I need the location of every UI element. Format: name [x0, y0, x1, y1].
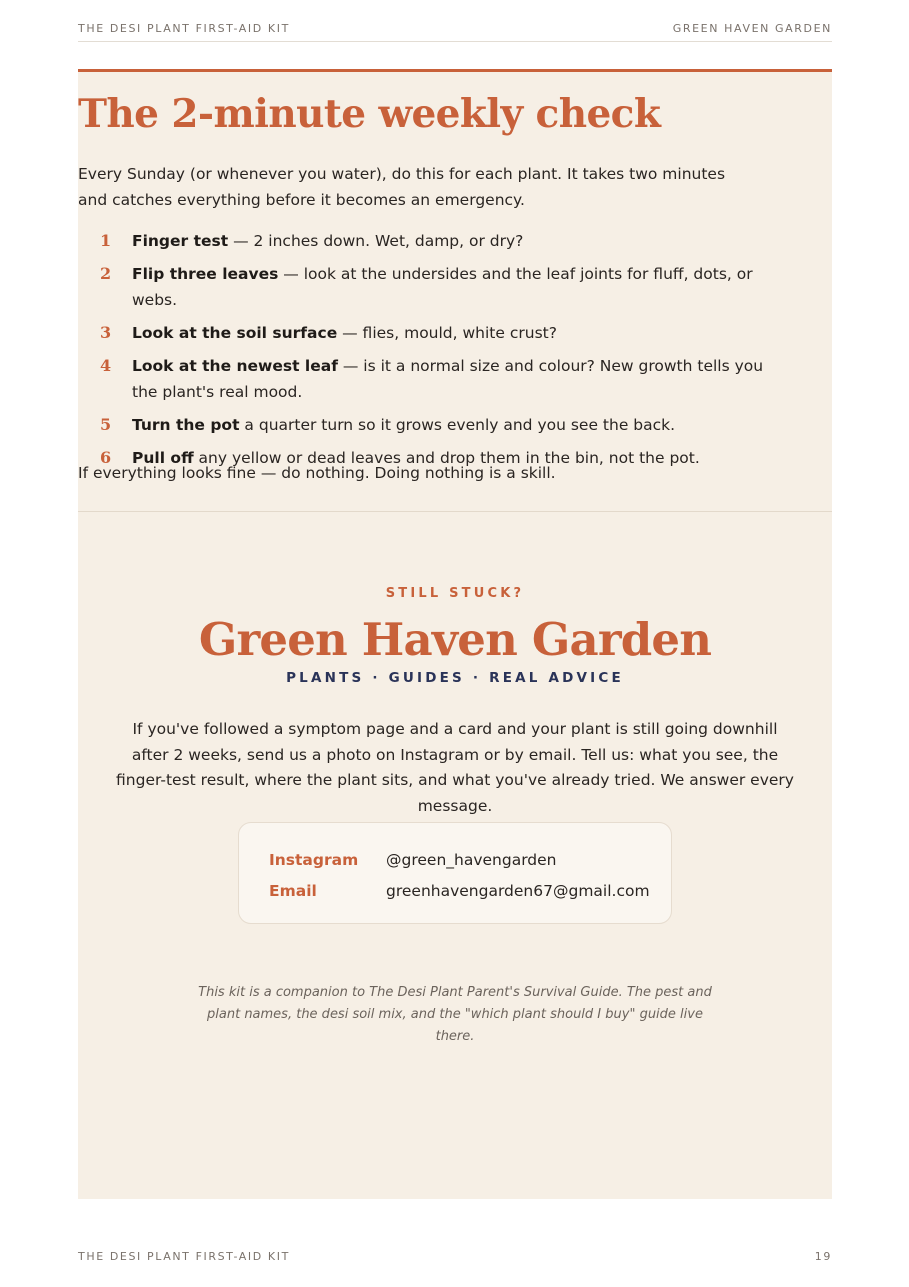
- step-number: 5: [100, 415, 112, 434]
- step-text: — 2 inches down. Wet, damp, or dry?: [228, 232, 524, 250]
- weekly-check-section: [78, 72, 832, 512]
- step-label: Finger test: [132, 232, 229, 250]
- step-number: 1: [100, 231, 112, 250]
- eyebrow-label: STILL STUCK?: [385, 586, 525, 601]
- running-footer: [78, 1250, 832, 1263]
- step-text: a quarter turn so it grows evenly and you see the back.: [239, 416, 676, 434]
- step-label: Pull off: [132, 449, 194, 467]
- help-paragraph: If you've followed a symptom page and a card and your plant is still going downhill after 2 weeks, send us a photo on Instagram or by email. Tell us: what you see, the finger-test result, where the plant sits, and what you've already tried. We answer every message.: [116, 720, 794, 816]
- step-text: — is it a normal size and colour? New growth tells you the plant's real mood.: [132, 357, 764, 401]
- page-number: 19: [814, 1250, 832, 1263]
- contact-label: Instagram: [269, 850, 359, 869]
- checklist-item: [78, 261, 778, 313]
- step-text: any yellow or dead leaves and drop them in the bin, not the pot.: [193, 449, 700, 467]
- brand-tagline: PLANTS · GUIDES · REAL ADVICE: [286, 670, 624, 686]
- intro-paragraph: Every Sunday (or whenever you water), do this for each plant. It takes two minutes and catches everything before it becomes an emergency.: [78, 165, 726, 209]
- step-number: 6: [100, 448, 112, 467]
- section-title: The 2-minute weekly check: [78, 91, 661, 137]
- step-number: 2: [100, 264, 112, 283]
- contact-card: [238, 822, 672, 924]
- step-label: Flip three leaves: [132, 265, 279, 283]
- step-text: — look at the undersides and the leaf joints for fluff, dots, or webs.: [132, 265, 753, 309]
- checklist: [78, 228, 778, 478]
- running-header: [78, 21, 832, 42]
- step-label: Look at the soil surface: [132, 324, 338, 342]
- step-label: Look at the newest leaf: [132, 357, 338, 375]
- content-panel: [78, 69, 832, 1199]
- step-text: — flies, mould, white crust?: [337, 324, 557, 342]
- step-number: 3: [100, 323, 112, 342]
- footer-kit-title: THE DESI PLANT FIRST-AID KIT: [78, 1250, 290, 1263]
- contact-row-email: [269, 875, 671, 906]
- checklist-item: [78, 320, 778, 346]
- contact-row-instagram: [269, 844, 671, 875]
- brand-title: Green Haven Garden: [198, 613, 712, 666]
- step-label: Turn the pot: [132, 416, 240, 434]
- checklist-item: [78, 228, 778, 254]
- contact-label: Email: [269, 881, 317, 900]
- companion-note: This kit is a companion to The Desi Plant Parent's Survival Guide. The pest and plant names, the desi soil mix, and the "which plant should I buy" guide live there.: [198, 985, 712, 1044]
- outro-paragraph: If everything looks fine — do nothing. Doing nothing is a skill.: [78, 464, 556, 482]
- instagram-handle[interactable]: @green_havengarden: [386, 850, 557, 869]
- email-address[interactable]: greenhavengarden67@gmail.com: [386, 881, 650, 900]
- step-number: 4: [100, 356, 112, 375]
- checklist-item: [78, 353, 778, 405]
- checklist-item: [78, 412, 778, 438]
- header-brand: GREEN HAVEN GARDEN: [672, 22, 832, 35]
- header-kit-title: THE DESI PLANT FIRST-AID KIT: [78, 22, 290, 35]
